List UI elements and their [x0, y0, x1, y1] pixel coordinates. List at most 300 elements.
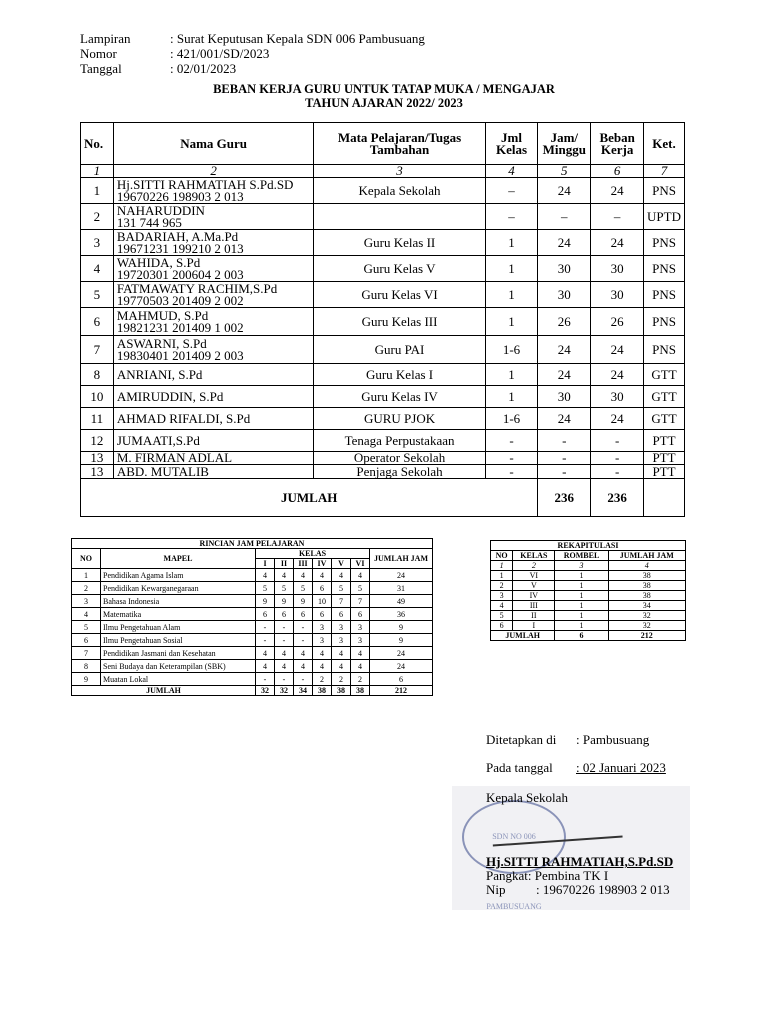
tanggal-value: : 02/01/2023	[170, 61, 237, 76]
teacher-row	[81, 386, 685, 408]
rincian-header-no: NO	[72, 549, 101, 569]
row-no: 4	[81, 256, 114, 282]
row-nama-guru	[113, 430, 314, 452]
rekap-cell: IV	[513, 591, 555, 601]
rincian-jam: 5	[256, 582, 275, 595]
rincian-jam: 2	[332, 673, 351, 686]
row-nama-guru	[113, 178, 314, 204]
rincian-row	[72, 634, 433, 647]
rincian-kelas-col: II	[275, 559, 294, 569]
rekap-row	[491, 571, 686, 581]
rekap-header-kelas: KELAS	[513, 551, 555, 561]
rekap-cell: III	[513, 601, 555, 611]
rekap-total-jam: 212	[608, 631, 685, 641]
header-no: No.	[81, 123, 114, 165]
row-beban-kerja: -	[591, 430, 644, 452]
row-beban-kerja: -	[591, 452, 644, 465]
teacher-row	[81, 230, 685, 256]
rekap-index-cell: 3	[555, 561, 608, 571]
index-cell: 1	[81, 165, 114, 178]
row-beban-kerja: -	[591, 465, 644, 479]
rincian-no: 5	[72, 621, 101, 634]
rincian-kelas-col: III	[294, 559, 313, 569]
rekap-cell: 2	[491, 581, 513, 591]
row-jml-kelas: –	[485, 204, 538, 230]
row-no: 10	[81, 386, 114, 408]
rincian-jumlah: 24	[370, 569, 433, 582]
total-label: JUMLAH	[81, 479, 538, 517]
rincian-jumlah: 9	[370, 621, 433, 634]
index-cell: 6	[591, 165, 644, 178]
rincian-jam: 4	[275, 660, 294, 673]
row-jml-kelas: 1	[485, 256, 538, 282]
rincian-kelas-col: IV	[313, 559, 332, 569]
rincian-jam: 3	[332, 634, 351, 647]
rekap-cell: 1	[555, 611, 608, 621]
row-beban-kerja: 30	[591, 256, 644, 282]
row-mapel: Tenaga Perpustakaan	[314, 430, 485, 452]
pada-tanggal-line	[486, 760, 666, 776]
signatory-nip	[486, 882, 670, 898]
row-jam-minggu: 24	[538, 230, 591, 256]
row-nama-guru	[113, 256, 314, 282]
rincian-jam: 6	[313, 582, 332, 595]
rekap-cell: 6	[491, 621, 513, 631]
row-jml-kelas: 1	[485, 282, 538, 308]
row-no: 2	[81, 204, 114, 230]
row-jam-minggu: 24	[538, 178, 591, 204]
teacher-name: ABD. MUTALIB	[116, 463, 209, 479]
rincian-jam: 3	[351, 621, 370, 634]
rekap-title: REKAPITULASI	[491, 541, 686, 551]
row-jam-minggu: 26	[538, 308, 591, 336]
row-mapel: Guru Kelas V	[314, 256, 485, 282]
row-mapel: Guru Kelas III	[314, 308, 485, 336]
rincian-jam: 4	[332, 660, 351, 673]
rekapitulasi-table	[490, 540, 686, 641]
rekap-total-rombel: 6	[555, 631, 608, 641]
rekap-cell: 1	[555, 601, 608, 611]
teacher-nip: 19770503 201409 2 002	[116, 292, 244, 308]
row-beban-kerja: 24	[591, 364, 644, 386]
rincian-jam: 9	[275, 595, 294, 608]
rincian-jam: 5	[332, 582, 351, 595]
rincian-mapel: Pendidikan Kewarganegaraan	[101, 582, 256, 595]
rincian-total-kelas: 32	[256, 686, 275, 696]
row-no: 1	[81, 178, 114, 204]
rincian-jam: 10	[313, 595, 332, 608]
row-ket: GTT	[644, 386, 685, 408]
rincian-jam: -	[275, 621, 294, 634]
row-jam-minggu: 30	[538, 256, 591, 282]
rekap-row	[491, 611, 686, 621]
rincian-row	[72, 595, 433, 608]
rincian-jam: 3	[313, 621, 332, 634]
signatory-pangkat: Pangkat: Pembina TK I	[486, 868, 609, 883]
row-jml-kelas: –	[485, 178, 538, 204]
teacher-name: NAHARUDDIN	[116, 202, 205, 218]
rincian-jam: 5	[351, 582, 370, 595]
row-nama-guru	[113, 230, 314, 256]
teacher-nip: 19671231 199210 2 013	[116, 240, 244, 256]
row-mapel: Guru PAI	[314, 336, 485, 364]
row-beban-kerja: –	[591, 204, 644, 230]
rincian-jam: 9	[256, 595, 275, 608]
rincian-total-kelas: 32	[275, 686, 294, 696]
rincian-row	[72, 673, 433, 686]
rincian-row	[72, 647, 433, 660]
rekap-cell: 5	[491, 611, 513, 621]
total-ket	[644, 479, 685, 517]
row-ket: PNS	[644, 282, 685, 308]
row-mapel: Guru Kelas VI	[314, 282, 485, 308]
row-no: 13	[81, 452, 114, 465]
rincian-total-kelas: 38	[351, 686, 370, 696]
rincian-jam: 4	[313, 569, 332, 582]
row-jml-kelas: 1	[485, 230, 538, 256]
teacher-row	[81, 308, 685, 336]
teacher-row	[81, 204, 685, 230]
rincian-header-kelas: KELAS	[256, 549, 370, 559]
rincian-jumlah: 31	[370, 582, 433, 595]
teacher-nip: 19821231 201409 1 002	[116, 319, 244, 335]
rincian-row	[72, 660, 433, 673]
rincian-jam: -	[256, 673, 275, 686]
rincian-jumlah: 49	[370, 595, 433, 608]
rincian-header-jumlah: JUMLAH JAM	[370, 549, 433, 569]
rincian-total-kelas: 38	[313, 686, 332, 696]
nip-value: : 19670226 198903 2 013	[536, 882, 670, 897]
teacher-name: MAHMUD, S.Pd	[116, 307, 209, 323]
teacher-name: AMIRUDDIN, S.Pd	[116, 388, 224, 404]
rincian-jumlah: 36	[370, 608, 433, 621]
rincian-jam: -	[275, 673, 294, 686]
teacher-name: Hj.SITTI RAHMATIAH S.Pd.SD	[116, 176, 294, 192]
rincian-jam: 4	[256, 660, 275, 673]
row-nama-guru	[113, 336, 314, 364]
rincian-mapel: Muatan Lokal	[101, 673, 256, 686]
signatory-name: Hj.SITTI RAHMATIAH,S.Pd.SD	[486, 854, 674, 869]
row-mapel: Guru Kelas I	[314, 364, 485, 386]
rincian-jam: -	[275, 634, 294, 647]
rincian-jam: 3	[313, 634, 332, 647]
row-no: 3	[81, 230, 114, 256]
rekap-row	[491, 591, 686, 601]
header-nama-guru: Nama Guru	[113, 123, 314, 165]
teacher-row	[81, 430, 685, 452]
row-jam-minggu: 24	[538, 336, 591, 364]
rekap-row	[491, 581, 686, 591]
rekap-cell: VI	[513, 571, 555, 581]
beban-kerja-table	[80, 122, 685, 517]
rincian-jam: 6	[294, 608, 313, 621]
rincian-no: 1	[72, 569, 101, 582]
row-jml-kelas: 1-6	[485, 408, 538, 430]
row-jam-minggu: -	[538, 430, 591, 452]
rekap-cell: II	[513, 611, 555, 621]
rincian-mapel: Ilmu Pengetahuan Sosial	[101, 634, 256, 647]
rekap-cell: 34	[608, 601, 685, 611]
rincian-jam: 4	[256, 569, 275, 582]
nomor-value: : 421/001/SD/2023	[170, 46, 270, 61]
row-jam-minggu: -	[538, 452, 591, 465]
rekap-total-row	[491, 631, 686, 641]
index-cell: 4	[485, 165, 538, 178]
row-no: 6	[81, 308, 114, 336]
total-jam: 236	[538, 479, 591, 517]
rincian-row	[72, 582, 433, 595]
row-no: 5	[81, 282, 114, 308]
teacher-name: FATMAWATY RACHIM,S.Pd	[116, 280, 278, 296]
rincian-jam: 6	[332, 608, 351, 621]
header-beban-kerja: Beban Kerja	[591, 123, 644, 165]
rincian-kelas-col: VI	[351, 559, 370, 569]
rincian-title: RINCIAN JAM PELAJARAN	[72, 539, 433, 549]
row-nama-guru	[113, 408, 314, 430]
row-beban-kerja: 24	[591, 178, 644, 204]
row-ket: PNS	[644, 230, 685, 256]
row-ket: PTT	[644, 465, 685, 479]
row-jam-minggu: 24	[538, 408, 591, 430]
header-jml-kelas: Jml Kelas	[485, 123, 538, 165]
rekap-row	[491, 601, 686, 611]
rincian-jam: 4	[294, 660, 313, 673]
row-ket: UPTD	[644, 204, 685, 230]
rincian-jam: 4	[275, 647, 294, 660]
rekap-cell: I	[513, 621, 555, 631]
tanggal-label: Tanggal	[80, 61, 122, 76]
rincian-jam: 2	[351, 673, 370, 686]
rincian-jam: 4	[332, 569, 351, 582]
rincian-jumlah: 24	[370, 647, 433, 660]
teacher-name: WAHIDA, S.Pd	[116, 254, 201, 270]
teacher-nip: 19670226 198903 2 013	[116, 188, 244, 204]
rincian-jam: 9	[294, 595, 313, 608]
teacher-name: BADARIAH, A.Ma.Pd	[116, 228, 239, 244]
pada-tanggal-value: : 02 Januari 2023	[576, 760, 666, 775]
teacher-name: M. FIRMAN ADLAL	[116, 450, 233, 465]
row-beban-kerja: 30	[591, 282, 644, 308]
row-nama-guru	[113, 452, 314, 465]
teacher-name: AHMAD RIFALDI, S.Pd	[116, 410, 251, 426]
rincian-mapel: Ilmu Pengetahuan Alam	[101, 621, 256, 634]
rincian-total-jumlah: 212	[370, 686, 433, 696]
title-line-2: TAHUN AJARAN 2022/ 2023	[305, 96, 463, 110]
row-mapel: Guru Kelas II	[314, 230, 485, 256]
rincian-jam: -	[294, 621, 313, 634]
rincian-jam: 2	[313, 673, 332, 686]
rincian-jam: 5	[275, 582, 294, 595]
rekap-index-cell: 2	[513, 561, 555, 571]
teacher-row	[81, 364, 685, 386]
rincian-table	[71, 538, 433, 696]
row-beban-kerja: 30	[591, 386, 644, 408]
rincian-total-label: JUMLAH	[72, 686, 256, 696]
row-ket: PNS	[644, 256, 685, 282]
rincian-row	[72, 621, 433, 634]
rincian-jam: -	[256, 621, 275, 634]
index-row	[81, 165, 685, 178]
row-jml-kelas: 1	[485, 364, 538, 386]
row-mapel: Penjaga Sekolah	[314, 465, 485, 479]
rincian-kelas-col: V	[332, 559, 351, 569]
rincian-mapel: Pendidikan Jasmani dan Kesehatan	[101, 647, 256, 660]
row-ket: PNS	[644, 178, 685, 204]
rekap-cell: 1	[555, 581, 608, 591]
rincian-jam: 7	[332, 595, 351, 608]
teacher-row	[81, 178, 685, 204]
rekap-total-label: JUMLAH	[491, 631, 555, 641]
rincian-mapel: Seni Budaya dan Keterampilan (SBK)	[101, 660, 256, 673]
rekap-cell: 32	[608, 621, 685, 631]
rincian-total-row	[72, 686, 433, 696]
rincian-mapel: Pendidikan Agama Islam	[101, 569, 256, 582]
teacher-row	[81, 408, 685, 430]
rekap-cell: 38	[608, 571, 685, 581]
row-no: 7	[81, 336, 114, 364]
rincian-no: 7	[72, 647, 101, 660]
row-jml-kelas: -	[485, 452, 538, 465]
rincian-jam: 6	[351, 608, 370, 621]
row-nama-guru	[113, 465, 314, 479]
rincian-jam: 4	[351, 569, 370, 582]
row-beban-kerja: 24	[591, 336, 644, 364]
row-ket: GTT	[644, 364, 685, 386]
rincian-jam: 3	[351, 634, 370, 647]
document-header	[80, 31, 425, 76]
total-beban: 236	[591, 479, 644, 517]
rincian-jam: 4	[275, 569, 294, 582]
row-jml-kelas: -	[485, 430, 538, 452]
row-ket: PNS	[644, 336, 685, 364]
document-title	[0, 82, 768, 110]
teacher-nip: 19720301 200604 2 003	[116, 266, 244, 282]
rincian-no: 4	[72, 608, 101, 621]
rincian-header-mapel: MAPEL	[101, 549, 256, 569]
header-jam-minggu: Jam/ Minggu	[538, 123, 591, 165]
row-jml-kelas: 1	[485, 386, 538, 408]
rincian-total-kelas: 34	[294, 686, 313, 696]
rincian-jam: 4	[313, 647, 332, 660]
teacher-name: ANRIANI, S.Pd	[116, 366, 203, 382]
rincian-jam: -	[294, 634, 313, 647]
row-mapel: Guru Kelas IV	[314, 386, 485, 408]
teacher-nip: 131 744 965	[116, 214, 182, 230]
teacher-row	[81, 452, 685, 465]
rekap-cell: 32	[608, 611, 685, 621]
lampiran-value: : Surat Keputusan Kepala SDN 006 Pambusuang	[170, 31, 425, 46]
total-row	[81, 479, 685, 517]
rincian-jam: 6	[275, 608, 294, 621]
rekap-cell: V	[513, 581, 555, 591]
teacher-name: ASWARNI, S.Pd	[116, 335, 207, 351]
row-mapel: Kepala Sekolah	[314, 178, 485, 204]
nomor-label: Nomor	[80, 46, 117, 61]
rincian-jam: 4	[313, 660, 332, 673]
teacher-row	[81, 256, 685, 282]
rincian-jam: 4	[294, 647, 313, 660]
row-no: 8	[81, 364, 114, 386]
lampiran-label: Lampiran	[80, 31, 131, 46]
rincian-jam: -	[294, 673, 313, 686]
rekap-header-jumlah-jam: JUMLAH JAM	[608, 551, 685, 561]
row-jam-minggu: -	[538, 465, 591, 479]
rekap-cell: 1	[555, 591, 608, 601]
rincian-mapel: Bahasa Indonesia	[101, 595, 256, 608]
rekap-cell: 3	[491, 591, 513, 601]
rekap-index-cell: 1	[491, 561, 513, 571]
rekap-cell: 38	[608, 581, 685, 591]
rincian-no: 9	[72, 673, 101, 686]
rincian-jumlah: 9	[370, 634, 433, 647]
rekap-index-row	[491, 561, 686, 571]
rincian-jam: 6	[256, 608, 275, 621]
index-cell: 2	[113, 165, 314, 178]
header-ket: Ket.	[644, 123, 685, 165]
ditetapkan-line	[486, 732, 649, 748]
rekap-cell: 38	[608, 591, 685, 601]
rekap-cell: 1	[491, 571, 513, 581]
rincian-jam: 4	[332, 647, 351, 660]
pada-tanggal-label: Pada tanggal	[486, 760, 553, 775]
rincian-no: 8	[72, 660, 101, 673]
rincian-row	[72, 569, 433, 582]
rincian-total-kelas: 38	[332, 686, 351, 696]
rekap-cell: 4	[491, 601, 513, 611]
title-line-1: BEBAN KERJA GURU UNTUK TATAP MUKA / MENGAJAR	[213, 82, 555, 96]
rincian-no: 6	[72, 634, 101, 647]
rincian-no: 2	[72, 582, 101, 595]
row-mapel: GURU PJOK	[314, 408, 485, 430]
teacher-name: JUMAATI,S.Pd	[116, 432, 200, 448]
header-mata-pelajaran: Mata Pelajaran/Tugas Tambahan	[314, 123, 485, 165]
rekap-row	[491, 621, 686, 631]
rincian-jam: -	[256, 634, 275, 647]
row-ket: GTT	[644, 408, 685, 430]
role-kepala-sekolah: Kepala Sekolah	[486, 790, 568, 805]
rincian-kelas-col: I	[256, 559, 275, 569]
rincian-jumlah: 24	[370, 660, 433, 673]
rekap-cell: 1	[555, 621, 608, 631]
teacher-row	[81, 465, 685, 479]
row-no: 11	[81, 408, 114, 430]
rincian-jam: 4	[294, 569, 313, 582]
row-mapel: Operator Sekolah	[314, 452, 485, 465]
row-jml-kelas: 1-6	[485, 336, 538, 364]
row-nama-guru	[113, 204, 314, 230]
index-cell: 3	[314, 165, 485, 178]
rincian-jam: 5	[294, 582, 313, 595]
row-beban-kerja: 24	[591, 230, 644, 256]
rincian-jam: 4	[351, 660, 370, 673]
teacher-nip: 19830401 201409 2 003	[116, 347, 244, 363]
row-nama-guru	[113, 386, 314, 408]
rincian-jumlah: 6	[370, 673, 433, 686]
row-nama-guru	[113, 282, 314, 308]
row-ket: PTT	[644, 430, 685, 452]
rincian-mapel: Matematika	[101, 608, 256, 621]
rincian-jam: 4	[351, 647, 370, 660]
index-cell: 7	[644, 165, 685, 178]
rekap-header-rombel: ROMBEL	[555, 551, 608, 561]
teacher-row	[81, 336, 685, 364]
row-jml-kelas: -	[485, 465, 538, 479]
rekap-cell: 1	[555, 571, 608, 581]
nip-label: Nip	[486, 882, 506, 897]
row-jam-minggu: 30	[538, 386, 591, 408]
rincian-jam: 4	[256, 647, 275, 660]
rekap-index-cell: 4	[608, 561, 685, 571]
